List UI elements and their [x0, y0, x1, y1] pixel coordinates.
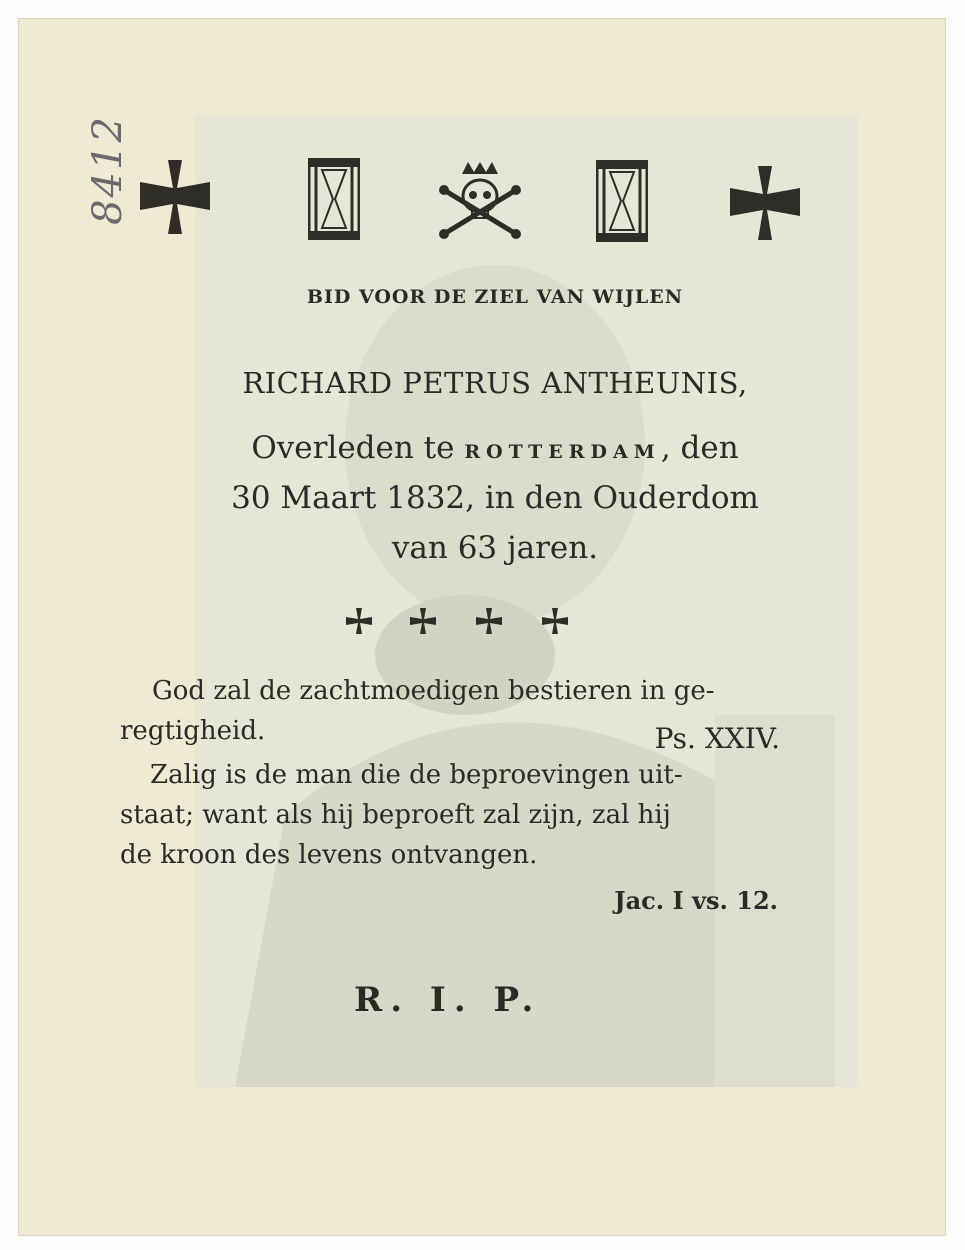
- verse1-line2: regtigheid.: [120, 716, 266, 746]
- prayer-header: BID VOOR DE ZIEL VAN WIJLEN: [306, 286, 684, 308]
- small-cross-icon: [542, 608, 568, 634]
- small-cross-icon: [476, 608, 502, 634]
- verse2-reference: Jac. I vs. 12.: [614, 886, 778, 915]
- verse1-line1: God zal de zachtmoedigen bestieren in ge-: [152, 676, 715, 706]
- death-place: ROTTERDAM: [464, 441, 661, 463]
- death-place-line: [150, 430, 840, 466]
- cross-pattee-icon: [730, 166, 800, 240]
- archive-number: 8412: [85, 115, 131, 225]
- death-prefix: Overleden te: [251, 430, 455, 466]
- hourglass-icon: [308, 158, 360, 240]
- faded-portrait: [195, 115, 859, 1087]
- small-cross-icon: [410, 608, 436, 634]
- death-suffix: , den: [660, 430, 739, 466]
- verse2-line2: staat; want als hij beproeft zal zijn, zal hij: [120, 800, 671, 830]
- age-line: van 63 jaren.: [391, 530, 599, 566]
- hourglass-icon: [596, 160, 648, 242]
- deceased-name: RICHARD PETRUS ANTHEUNIS,: [242, 366, 748, 400]
- small-cross-icon: [346, 608, 372, 634]
- crowned-skull-icon: [438, 160, 522, 240]
- verse1-reference: Ps. XXIV.: [654, 722, 780, 755]
- death-date-line: 30 Maart 1832, in den Ouderdom: [231, 480, 759, 516]
- verse2-line1: Zalig is de man die de beproevingen uit-: [150, 760, 683, 790]
- cross-pattee-icon: [140, 160, 210, 234]
- verse2-line3: de kroon des levens ontvangen.: [120, 840, 538, 870]
- small-crosses-row: [340, 604, 580, 638]
- rip-closing: R. I. P.: [354, 980, 542, 1020]
